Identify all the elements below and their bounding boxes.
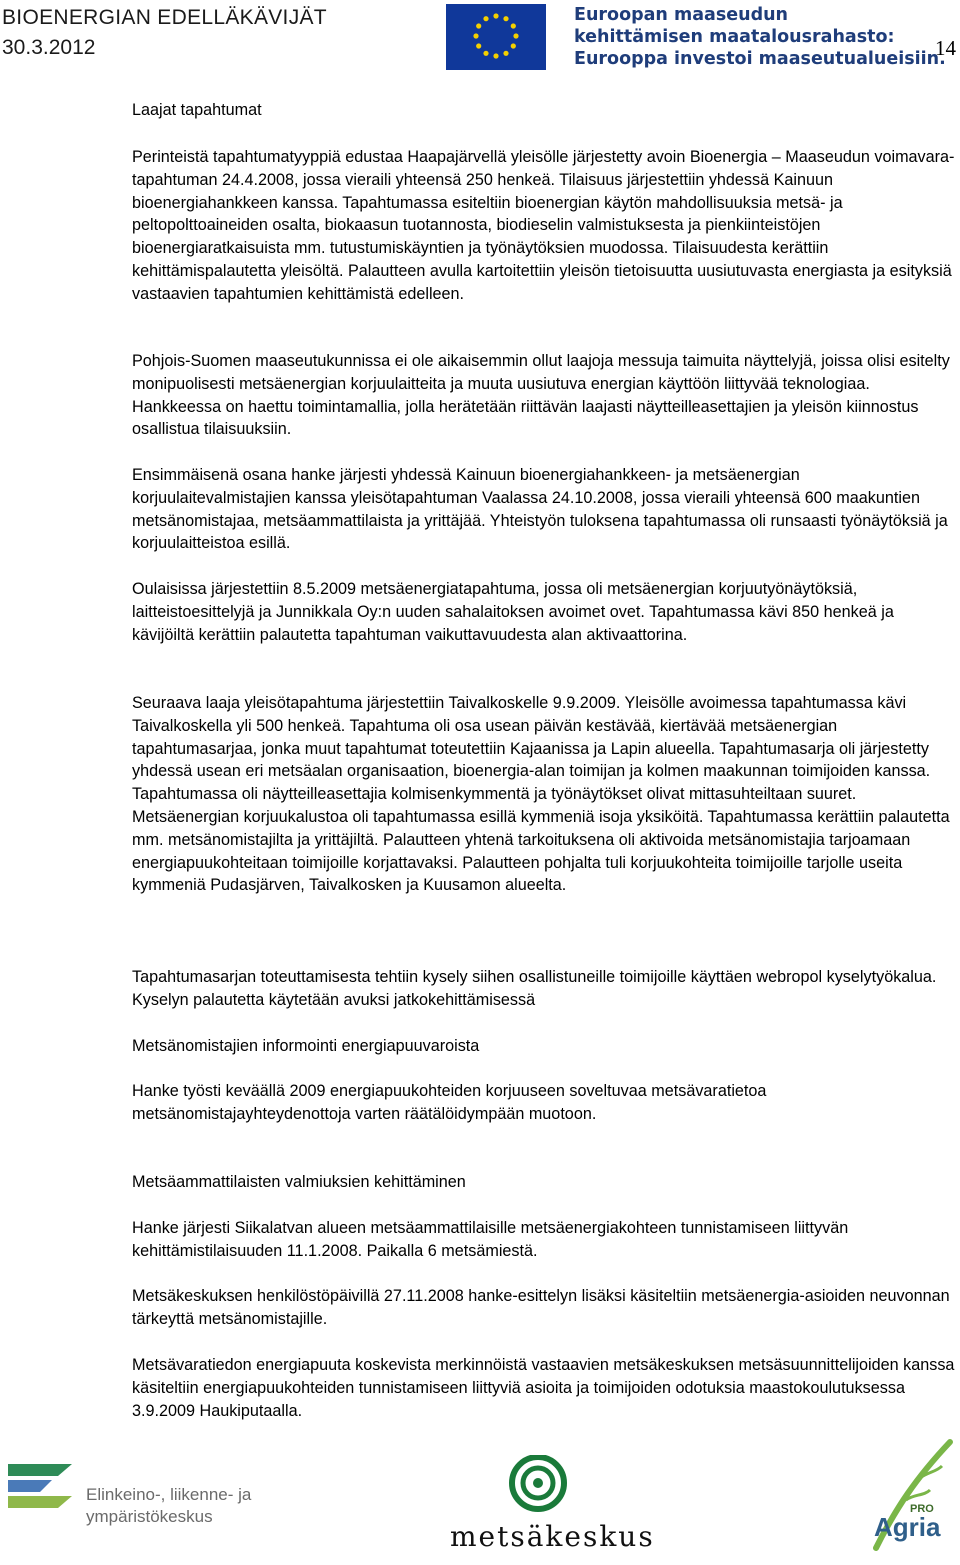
ely-line1: Elinkeino-, liikenne- ja — [86, 1485, 252, 1504]
paragraph: Perinteistä tapahtumatyyppiä edustaa Haapajärvellä yleisölle järjestetty avoin Bioenergia – Maaseudun voimavara-tapahtuman 24.4.2008, jossa vieraili yhteensä 250 henkeä. Tilaisuus järjestettiin yhdessä Kainuun bioenergiahankkeen kanssa. Tapahtumassa esiteltiin bioenergian käytön mahdollisuuksia metsä- ja peltopolttoaineiden osalta, biokaasun tuotannosta, biodieselin valmistuksesta ja pienkiinteistöjen bioenergiaratkaisuista mm. tutustumiskäyntien ja työnäytöksien muodossa. Tilaisuudesta kerättiin kehittämispalautetta yleisöltä. Palautteen avulla kartoitettiin yleisön tietoisuutta uusiutuvasta energiasta ja esityksiä vastaavien tapahtumien kehittämistä edelleen. — [132, 148, 955, 303]
paragraph: Tapahtumasarjan toteuttamisesta tehtiin kysely siihen osallistuneille toimijoille käyttäen webropol kyselytyökalua. Kyselyn palautetta käytetään avuksi jatkokehittämisessä — [132, 968, 937, 1009]
paragraph: Hanke järjesti Siikalatvan alueen metsäammattilaisille metsäenergiakohteen tunnistamiseen liittyvän kehittämistilaisuuden 11.1.2008. Paikalla 6 metsämiestä. — [132, 1219, 849, 1260]
paragraph: Metsävaratiedon energiapuuta koskevista merkinnöistä vastaavien metsäkeskuksen metsäsuunnittelijoiden kanssa käsiteltiin energiapuukohteiden tunnistamiseen liittyviä asioita ja toimijoiden odotuksia maastokoulutuksessa 3.9.2009 Haukiputaalla. — [132, 1356, 955, 1420]
ely-keskus-name — [86, 1484, 251, 1528]
paragraph: Oulaisissa järjestettiin 8.5.2009 metsäenergiatapahtuma, jossa oli metsäenergian korjuutyönäytöksiä, laitteistoesittelyjä ja Junnikkala Oy:n uuden sahalaitoksen avoimet ovet. Tapahtumassa kävi 850 henkeä ja kävijöiltä kerättiin palautetta tapahtuman vaikuttavuudesta alan aktivaattorina. — [132, 580, 894, 644]
eu-banner-line2: kehittämisen maatalousrahasto: — [574, 27, 895, 47]
document-title: BIOENERGIAN EDELLÄKÄVIJÄT — [2, 6, 327, 29]
paragraph: Ensimmäisenä osana hanke järjesti yhdessä Kainuun bioenergiahankkeen- ja metsäenergian korjuulaitevalmistajien kanssa yleisötapahtuman Vaalassa 24.10.2008, jossa vieraili yhteensä 600 maakuntien metsänomistajaa, metsäammattilaista ja yrittäjää. Yhteistyön tuloksena tapahtumassa oli runsaasti työnäytöksiä ja korjuulaitteistoa esillä. — [132, 466, 948, 553]
page-number: 14 — [935, 36, 956, 60]
eu-banner-line1: Euroopan maaseudun — [574, 5, 789, 25]
section-heading-metsanomistajat: Metsänomistajien informointi energiapuuvaroista — [132, 1037, 480, 1055]
eu-flag-icon — [446, 4, 546, 70]
eu-fund-banner — [574, 4, 946, 70]
paragraph: Metsäkeskuksen henkilöstöpäivillä 27.11.2008 hanke-esittelyn lisäksi käsiteltiin metsäenergia-asioiden neuvonnan tärkeyttä metsänomistajille. — [132, 1287, 950, 1328]
paragraph: Hanke työsti keväällä 2009 energiapuukohteiden korjuuseen soveltuvaa metsävaratietoa metsänomistajayhteydenottoja varten räätälöidympään muotoon. — [132, 1082, 767, 1123]
eu-banner-line3: Eurooppa investoi maaseutualueisiin. — [574, 49, 946, 69]
proagria-agria-text: Agria — [874, 1512, 941, 1542]
ely-line2: ympäristökeskus — [86, 1507, 213, 1526]
section-heading-ammattilaiset: Metsäammattilaisten valmiuksien kehittäminen — [132, 1173, 466, 1191]
section-heading-laajat: Laajat tapahtumat — [132, 101, 262, 119]
paragraph: Seuraava laaja yleisötapahtuma järjestettiin Taivalkoskelle 9.9.2009. Yleisölle avoimessa tapahtumassa kävi Taivalkoskella yli 500 henkeä. Tapahtuma oli osa usean päivän kestävää, kiertävää metsäenergian tapahtumasarjaa, jonka muut tapahtumat toteutettiin Kajaanissa ja Lapin alueella. Tapahtumasarja oli järjestetty yhdessä usean eri metsäalan organisaation, bioenergia-alan toimijan ja kolmen maakunnan toimijoiden kanssa. Tapahtumassa oli näytteilleasettajia kolmisenkymmentä ja työnäytökset olivat mittasuhteiltaan suuret. Metsäenergian korjuukalustoa oli tapahtumassa esillä kymmeniä isoja yksiköitä. Tapahtumassa kerättiin palautetta mm. metsänomistajilta ja yrittäjiltä. Palautteen yhtenä tarkoituksena oli aktivoida metsänomistajia tarjoamaan energiapuukohteitaan toimijoille korjattavaksi. Palautteen pohjalta tuli korjuukohteita toimijoille tarjolle useita kymmeniä Pudasjärven, Taivalkosken ja Kuusamon alueelta. — [132, 694, 950, 895]
proagria-logo-icon — [866, 1438, 956, 1558]
document-date: 30.3.2012 — [2, 36, 96, 59]
proagria-pro-text: PRO — [910, 1503, 934, 1515]
metsakeskus-wordmark: metsäkeskus — [450, 1520, 655, 1553]
paragraph: Pohjois-Suomen maaseutukunnissa ei ole aikaisemmin ollut laajoja messuja taimuita näyttelyjä, joissa olisi esitelty monipuolisesti metsäenergian korjuulaitteita ja muuta uusiutuva energian käyttöön liittyvää teknologiaa. Hankkeessa on haettu toimintamallia, jolla herätetään riittävän laajasti näytteilleasettajien ja yleisön kiinnostus osallistua tilaisuuksiin. — [132, 352, 950, 439]
